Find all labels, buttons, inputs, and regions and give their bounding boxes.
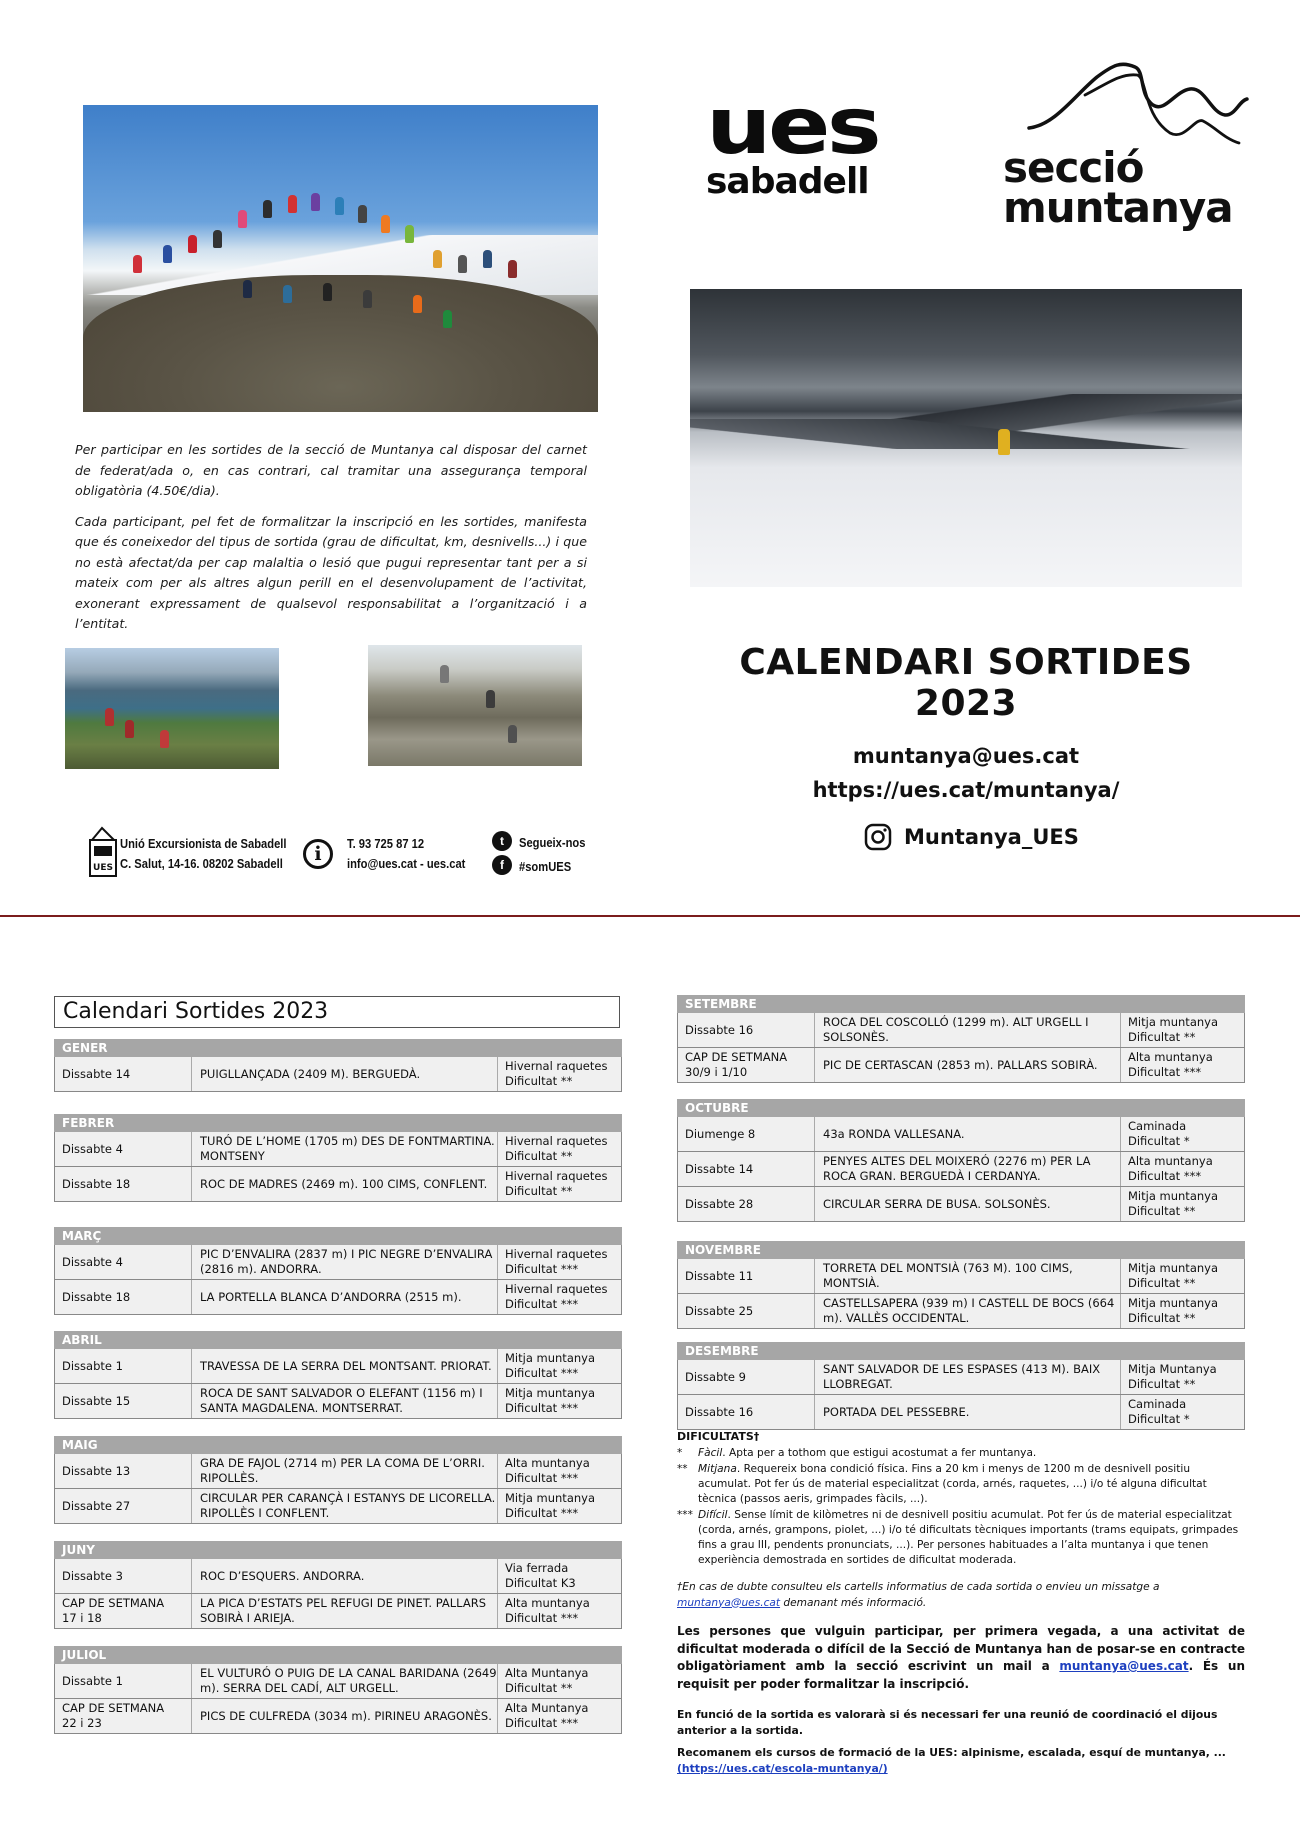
outing-level: Dificultat *** <box>505 1611 579 1625</box>
table-row <box>54 1280 622 1315</box>
month-block-març <box>54 1227 622 1315</box>
page-divider <box>0 915 1300 917</box>
difficulty-text: . Sense límit de kilòmetres ni de desnivell positiu acumulat. Pot fer ús de material especialitzat (corda, arnés, grampons, piolet, ...) i/o té dificultats tècniques importants (trams equipats, grimpades fins a grau III, pendents pronunciats, ...). Per persones habituades a l’alta muntanya i que tenen experiència demostrada en sortides de dificultat moderada. <box>698 1509 1239 1566</box>
outing-level: Dificultat ** <box>1128 1377 1196 1391</box>
outing-date: Dissabte 1 <box>55 1349 192 1383</box>
outing-level: Dificultat ** <box>1128 1204 1196 1218</box>
seccio-logo-text: secció <box>1003 143 1144 192</box>
difficulty-description <box>698 1462 1245 1507</box>
social-block <box>519 831 585 879</box>
month-header: NOVEMBRE <box>677 1241 1245 1259</box>
outing-route: TRAVESSA DE LA SERRA DEL MONTSANT. PRIORAT. <box>192 1349 498 1383</box>
rock-scramble-photo <box>368 645 582 766</box>
month-block-gener <box>54 1039 622 1092</box>
difficulty-item <box>677 1508 1245 1568</box>
courses-note: Recomanem els cursos de formació de la UES: alpinisme, escalada, esquí de muntanya, ... <box>677 1746 1226 1759</box>
difficulty-mark: ** <box>677 1463 688 1475</box>
outing-difficulty <box>498 1132 621 1166</box>
outing-route: PORTADA DEL PESSEBRE. <box>815 1395 1121 1429</box>
outing-route: CIRCULAR PER CARANÇÀ I ESTANYS DE LICORELLA. RIPOLLÈS I CONFLENT. <box>192 1489 498 1523</box>
outing-route: PUIGLLANÇADA (2409 M). BERGUEDÀ. <box>192 1057 498 1091</box>
seccio-muntanya-logo <box>1003 143 1233 232</box>
outing-difficulty <box>1121 1117 1244 1151</box>
month-header: DESEMBRE <box>677 1342 1245 1360</box>
outing-date: Dissabte 13 <box>55 1454 192 1488</box>
outing-difficulty <box>498 1594 621 1628</box>
outing-route: EL VULTURÓ O PUIG DE LA CANAL BARIDANA (2649 m). SERRA DEL CADÍ, ALT URGELL. <box>192 1664 498 1698</box>
outing-type: Hivernal raquetes <box>505 1134 608 1148</box>
outing-difficulty <box>1121 1259 1244 1293</box>
outing-route: SANT SALVADOR DE LES ESPASES (413 M). BAIX LLOBREGAT. <box>815 1360 1121 1394</box>
difficulty-legend <box>677 1430 1245 1777</box>
table-row <box>677 1395 1245 1430</box>
outing-level: Dificultat *** <box>1128 1065 1202 1079</box>
outing-route: ROCA DEL COSCOLLÓ (1299 m). ALT URGELL I SOLSONÈS. <box>815 1013 1121 1047</box>
outing-date: Diumenge 8 <box>678 1117 815 1151</box>
outing-route: LA PICA D’ESTATS PEL REFUGI DE PINET. PALLARS SOBIRÀ I ARIEJA. <box>192 1594 498 1628</box>
twitter-icon[interactable]: t <box>492 831 512 851</box>
table-row <box>677 1117 1245 1152</box>
month-header: GENER <box>54 1039 622 1057</box>
outing-route: ROC DE MADRES (2469 m). 100 CIMS, CONFLENT. <box>192 1167 498 1201</box>
intro-text <box>75 440 587 645</box>
outing-type: Caminada <box>1128 1119 1187 1133</box>
outing-difficulty <box>498 1384 621 1418</box>
outing-type: Alta Muntanya <box>505 1666 589 1680</box>
org-address: C. Salut, 14-16. 08202 Sabadell <box>120 856 283 871</box>
instagram-icon <box>864 823 892 851</box>
outing-difficulty <box>498 1280 621 1314</box>
difficulty-description <box>698 1446 1036 1461</box>
outing-type: Mitja muntanya <box>505 1386 596 1400</box>
outing-type: Hivernal raquetes <box>505 1059 608 1073</box>
outing-difficulty <box>1121 1048 1244 1082</box>
outing-difficulty <box>498 1454 621 1488</box>
outing-level: Dificultat ** <box>505 1681 573 1695</box>
month-block-maig <box>54 1436 622 1524</box>
outing-route: 43a RONDA VALLESANA. <box>815 1117 1121 1151</box>
outing-difficulty <box>1121 1294 1244 1328</box>
outing-date: Dissabte 14 <box>55 1057 192 1091</box>
outing-type: Alta muntanya <box>1128 1050 1213 1064</box>
table-row <box>677 1294 1245 1329</box>
outing-date: CAP DE SETMANA 30/9 i 1/10 <box>678 1048 815 1082</box>
intro-paragraph-2: Cada participant, pel fet de formalitzar la inscripció en les sortides, manifesta que és coneixedor del tipus de sortida (grau de dificultat, km, desnivells...) i que no està afectat/da per cap malaltia o lesió que pugui representar tant per a si mateix com per als altres algun perill en el desenvolupament de l’activitat, exonerant expressament de qualsevol responsabilitat a l’organització i a l’entitat. <box>75 513 587 631</box>
outing-difficulty <box>498 1664 621 1698</box>
outing-difficulty <box>498 1699 621 1733</box>
outing-difficulty <box>498 1559 621 1593</box>
outing-level: Dificultat ** <box>505 1184 573 1198</box>
facebook-icon[interactable]: f <box>492 855 512 875</box>
difficulty-label: Fàcil <box>698 1447 723 1459</box>
outing-type: Alta muntanya <box>1128 1154 1213 1168</box>
outing-route: TORRETA DEL MONTSIÀ (763 M). 100 CIMS, MONTSIÀ. <box>815 1259 1121 1293</box>
month-header: MARÇ <box>54 1227 622 1245</box>
difficulty-label: Mitjana <box>698 1463 737 1475</box>
difficulty-items <box>677 1446 1245 1568</box>
outing-route: CASTELLSAPERA (939 m) I CASTELL DE BOCS (664 m). VALLÈS OCCIDENTAL. <box>815 1294 1121 1328</box>
outing-type: Mitja muntanya <box>1128 1296 1219 1310</box>
outing-type: Caminada <box>1128 1397 1187 1411</box>
difficulty-mark: * <box>677 1447 683 1459</box>
info-icon: i <box>303 839 333 869</box>
mountain-outline-icon <box>1025 55 1250 155</box>
difficulty-label: Difícil <box>698 1509 728 1521</box>
table-row <box>54 1167 622 1202</box>
sabadell-logo-text: sabadell <box>706 161 869 202</box>
outing-level: Dificultat * <box>1128 1134 1190 1148</box>
first-time-text-end: . És un requisit per poder formalitzar la inscripció. <box>677 1659 1245 1691</box>
difficulty-item <box>677 1446 1245 1461</box>
ues-emblem-icon <box>88 826 118 878</box>
month-block-setembre <box>677 995 1245 1083</box>
outing-level: Dificultat *** <box>505 1471 579 1485</box>
month-header: SETEMBRE <box>677 995 1245 1013</box>
outing-route: PENYES ALTES DEL MOIXERÓ (2276 m) PER LA ROCA GRAN. BERGUEDÀ I CERDANYA. <box>815 1152 1121 1186</box>
outing-route: ROCA DE SANT SALVADOR O ELEFANT (1156 m) I SANTA MAGDALENA. MONTSERRAT. <box>192 1384 498 1418</box>
outing-date: Dissabte 3 <box>55 1559 192 1593</box>
ues-logo-text: ues <box>706 82 879 172</box>
outing-type: Via ferrada <box>505 1561 569 1575</box>
first-time-email-link[interactable]: muntanya@ues.cat <box>1059 1659 1189 1673</box>
footnote-text-end: demanant més informació. <box>780 1596 927 1609</box>
table-row <box>54 1559 622 1594</box>
org-web[interactable]: info@ues.cat - ues.cat <box>347 856 466 871</box>
outing-difficulty <box>1121 1187 1244 1221</box>
outing-level: Dificultat *** <box>505 1716 579 1730</box>
outing-type: Hivernal raquetes <box>505 1247 608 1261</box>
outing-difficulty <box>1121 1152 1244 1186</box>
outing-date: Dissabte 4 <box>55 1245 192 1279</box>
outing-route: PIC DE CERTASCAN (2853 m). PALLARS SOBIRÀ. <box>815 1048 1121 1082</box>
outing-date: Dissabte 18 <box>55 1167 192 1201</box>
outing-route: ROC D’ESQUERS. ANDORRA. <box>192 1559 498 1593</box>
outing-type: Mitja muntanya <box>1128 1261 1219 1275</box>
month-block-abril <box>54 1331 622 1419</box>
month-block-novembre <box>677 1241 1245 1329</box>
org-phone[interactable]: T. 93 725 87 12 <box>347 836 425 851</box>
meeting-note: En funció de la sortida es valorarà si és necessari fer una reunió de coordinació el dijous anterior a la sortida. <box>677 1708 1218 1737</box>
svg-text:UES: UES <box>93 863 113 873</box>
footnote-text: †En cas de dubte consulteu els cartells informatius de cada sortida o envieu un missatge a <box>677 1581 1160 1593</box>
outing-date: Dissabte 16 <box>678 1013 815 1047</box>
outing-difficulty <box>1121 1360 1244 1394</box>
outing-date: Dissabte 18 <box>55 1280 192 1314</box>
outing-level: Dificultat ** <box>505 1149 573 1163</box>
group-photo <box>83 105 598 412</box>
table-row <box>54 1454 622 1489</box>
table-row <box>54 1245 622 1280</box>
outing-level: Dificultat *** <box>505 1297 579 1311</box>
outing-difficulty <box>1121 1395 1244 1429</box>
outing-type: Mitja muntanya <box>1128 1015 1219 1029</box>
outing-date: CAP DE SETMANA 17 i 18 <box>55 1594 192 1628</box>
intro-paragraph-1: Per participar en les sortides de la secció de Muntanya cal disposar del carnet de federat/ada o, en cas contrari, cal tramitar una assegurança temporal obligatòria (4.50€/dia). <box>75 442 587 498</box>
muntanya-logo-text: muntanya <box>1003 183 1233 232</box>
month-block-desembre <box>677 1342 1245 1430</box>
outing-route: PIC D’ENVALIRA (2837 m) I PIC NEGRE D’ENVALIRA (2816 m). ANDORRA. <box>192 1245 498 1279</box>
outing-difficulty <box>498 1245 621 1279</box>
contact-web[interactable]: https://ues.cat/muntanya/ <box>812 778 1120 802</box>
outing-level: Dificultat *** <box>505 1506 579 1520</box>
table-row <box>54 1349 622 1384</box>
outing-date: Dissabte 27 <box>55 1489 192 1523</box>
month-header: ABRIL <box>54 1331 622 1349</box>
month-block-juliol <box>54 1646 622 1734</box>
outing-route: LA PORTELLA BLANCA D’ANDORRA (2515 m). <box>192 1280 498 1314</box>
poster-title: CALENDARI SORTIDES 2023 <box>739 642 1193 724</box>
outing-route: TURÓ DE L’HOME (1705 m) DES DE FONTMARTINA. MONTSENY <box>192 1132 498 1166</box>
outing-level: Dificultat ** <box>1128 1311 1196 1325</box>
outing-route: PICS DE CULFREDA (3034 m). PIRINEU ARAGONÈS. <box>192 1699 498 1733</box>
outing-difficulty <box>498 1057 621 1091</box>
outing-level: Dificultat ** <box>505 1074 573 1088</box>
table-row <box>677 1013 1245 1048</box>
outing-type: Mitja muntanya <box>1128 1189 1219 1203</box>
month-header: MAIG <box>54 1436 622 1454</box>
table-row <box>54 1384 622 1419</box>
table-row <box>677 1152 1245 1187</box>
month-header: JUNY <box>54 1541 622 1559</box>
difficulty-heading: DIFICULTATS† <box>677 1430 760 1443</box>
outing-type: Alta muntanya <box>505 1596 590 1610</box>
outing-type: Mitja muntanya <box>505 1351 596 1365</box>
table-row <box>677 1187 1245 1222</box>
table-row <box>54 1699 622 1734</box>
footnote-email-link[interactable]: muntanya@ues.cat <box>677 1596 781 1609</box>
outing-date: Dissabte 11 <box>678 1259 815 1293</box>
outing-route: GRA DE FAJOL (2714 m) PER LA COMA DE L’ORRI. RIPOLLÈS. <box>192 1454 498 1488</box>
month-block-febrer <box>54 1114 622 1202</box>
outing-date: Dissabte 25 <box>678 1294 815 1328</box>
outing-level: Dificultat ** <box>1128 1030 1196 1044</box>
outing-date: CAP DE SETMANA 22 i 23 <box>55 1699 192 1733</box>
table-row <box>54 1132 622 1167</box>
courses-link[interactable]: (https://ues.cat/escola-muntanya/) <box>677 1762 888 1775</box>
month-header: FEBRER <box>54 1114 622 1132</box>
calendar-title: Calendari Sortides 2023 <box>54 996 620 1028</box>
outing-level: Dificultat K3 <box>505 1576 576 1590</box>
difficulty-text: . Requereix bona condició física. Fins a 20 km i menys de 1200 m de desnivell positiu acumulat. Pot fer ús de material especialitzat (corda, arnés, raquetes, ...) i/o té alguna dificultat tècnica (passos aeris, grimpades fàcils, ...). <box>698 1463 1207 1505</box>
first-time-text: Les persones que vulguin participar, per primera vegada, a una activitat de dificultat moderada o difícil de la Secció de Muntanya han de posar-se en contracte obligatòriament amb la secció escrivint un mail a <box>677 1624 1245 1673</box>
table-row <box>54 1664 622 1699</box>
difficulty-mark: *** <box>677 1509 693 1521</box>
outing-date: Dissabte 16 <box>678 1395 815 1429</box>
outing-date: Dissabte 15 <box>55 1384 192 1418</box>
org-contact-block <box>347 834 465 874</box>
table-row <box>677 1259 1245 1294</box>
outing-type: Alta muntanya <box>505 1456 590 1470</box>
contact-email[interactable]: muntanya@ues.cat <box>852 744 1080 768</box>
table-row <box>677 1360 1245 1395</box>
outing-level: Dificultat *** <box>505 1366 579 1380</box>
outing-date: Dissabte 9 <box>678 1360 815 1394</box>
lake-hikers-photo <box>65 648 279 769</box>
outing-level: Dificultat *** <box>505 1262 579 1276</box>
outing-date: Dissabte 28 <box>678 1187 815 1221</box>
snow-mountain-photo <box>690 289 1242 587</box>
difficulty-footnote <box>677 1580 1245 1611</box>
month-block-octubre <box>677 1099 1245 1222</box>
difficulty-text: . Apta per a tothom que estigui acostumat a fer muntanya. <box>722 1447 1037 1459</box>
org-name: Unió Excursionista de Sabadell <box>120 836 287 851</box>
hashtag-label: #somUES <box>519 859 572 874</box>
month-block-juny <box>54 1541 622 1629</box>
outing-level: Dificultat *** <box>1128 1169 1202 1183</box>
outing-difficulty <box>498 1349 621 1383</box>
month-header: JULIOL <box>54 1646 622 1664</box>
outing-type: Mitja muntanya <box>505 1491 596 1505</box>
org-block <box>120 834 287 874</box>
outing-route: CIRCULAR SERRA DE BUSA. SOLSONÈS. <box>815 1187 1121 1221</box>
outing-type: Alta Muntanya <box>505 1701 589 1715</box>
follow-label: Segueix-nos <box>519 835 586 850</box>
difficulty-item <box>677 1462 1245 1507</box>
outing-level: Dificultat * <box>1128 1412 1190 1426</box>
table-row <box>677 1048 1245 1083</box>
instagram-row[interactable] <box>864 823 1079 851</box>
month-header: OCTUBRE <box>677 1099 1245 1117</box>
first-time-note <box>677 1623 1245 1693</box>
instagram-handle: Muntanya_UES <box>904 825 1079 849</box>
outing-level: Dificultat ** <box>1128 1276 1196 1290</box>
outing-difficulty <box>498 1167 621 1201</box>
outing-type: Hivernal raquetes <box>505 1169 608 1183</box>
outing-type: Hivernal raquetes <box>505 1282 608 1296</box>
difficulty-description <box>698 1508 1245 1568</box>
outing-date: Dissabte 14 <box>678 1152 815 1186</box>
table-row <box>54 1057 622 1092</box>
table-row <box>54 1489 622 1524</box>
outing-date: Dissabte 1 <box>55 1664 192 1698</box>
outing-type: Mitja Muntanya <box>1128 1362 1217 1376</box>
outing-difficulty <box>1121 1013 1244 1047</box>
table-row <box>54 1594 622 1629</box>
outing-level: Dificultat *** <box>505 1401 579 1415</box>
outing-date: Dissabte 4 <box>55 1132 192 1166</box>
outing-difficulty <box>498 1489 621 1523</box>
ues-sabadell-logo <box>706 82 886 202</box>
